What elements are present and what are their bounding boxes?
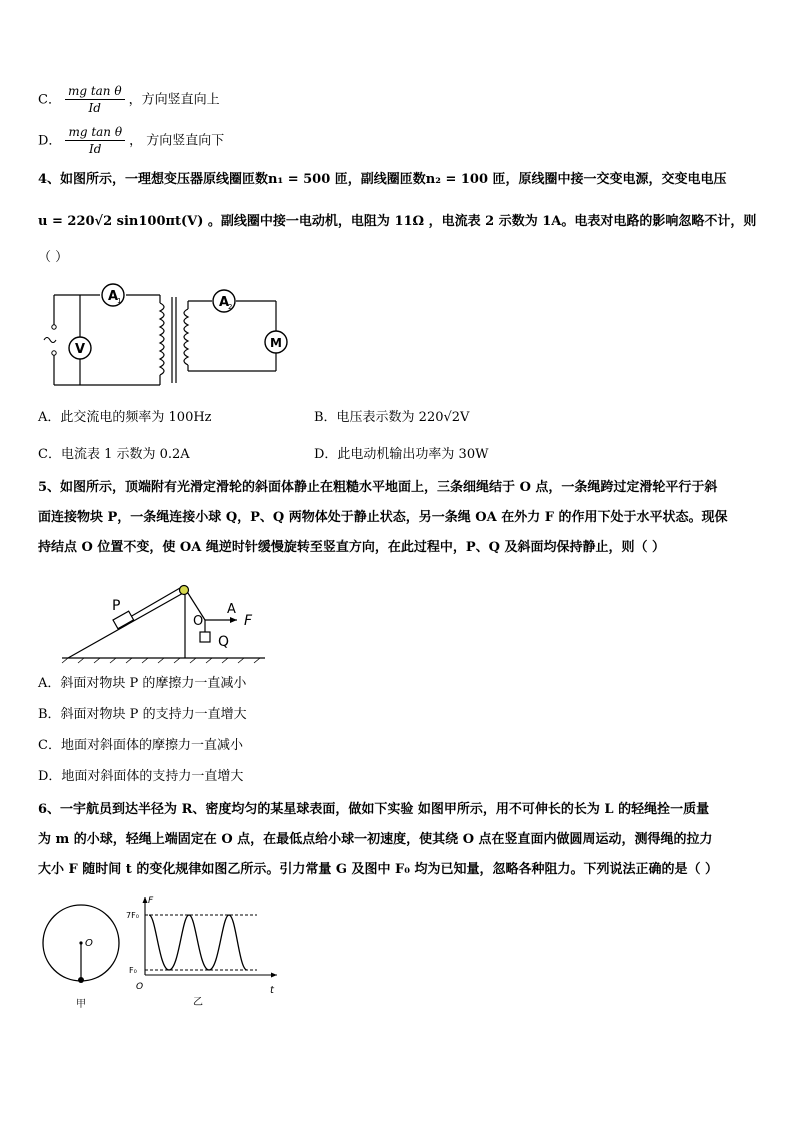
q4-options-row1 [38, 408, 470, 428]
q5-option-b: B．斜面对物块 P 的支持力一直增大 [38, 707, 247, 722]
label-o: O [193, 614, 204, 629]
ammeter-a2-label: A [219, 295, 230, 310]
label-q: Q [218, 634, 230, 650]
label-a: A [227, 602, 236, 617]
option-c-text: ，方向竖直向上 [128, 92, 220, 108]
option-c-label: C． [38, 92, 61, 108]
q3-option-d [38, 125, 224, 157]
option-d-label: D． [38, 133, 62, 149]
ac-source-icon [44, 338, 56, 343]
q6-stem-line2: 为 m 的小球，轻绳上端固定在 O 点，在最低点给小球一初速度，使其绕 O 点在竖直面内做圆周运动，测得绳的拉力 [38, 832, 713, 847]
tick-7f0: 7F₀ [126, 911, 139, 920]
axis-f-label: F [148, 896, 154, 906]
ammeter-a1-sub: 1 [117, 297, 122, 305]
q4-options-row2 [38, 445, 489, 465]
origin-label: O [136, 982, 144, 992]
label-p: P [112, 598, 121, 614]
figure-yi-graph [125, 893, 285, 1011]
q3-option-c [38, 84, 220, 116]
q5-option-a: A．斜面对物块 P 的摩擦力一直减小 [38, 676, 247, 691]
q4-option-d: D．此电动机输出功率为 30W [314, 447, 489, 462]
figure-jia-caption: 甲 [76, 999, 86, 1010]
q5-option-c: C．地面对斜面体的摩擦力一直减小 [38, 738, 243, 753]
terminal-top [52, 325, 56, 329]
tick-f0: F₀ [129, 966, 137, 975]
q5-stem-line3: 持结点 O 位置不变，使 OA 绳逆时针缓慢旋转至竖直方向，在此过程中，P、Q 及斜面均保持静止，则（ ） [38, 540, 665, 555]
figure-yi-caption: 乙 [193, 997, 203, 1008]
block-q [200, 632, 210, 642]
q6-stem-line1: 6、一宇航员到达半径为 R、密度均匀的某星球表面，做如下实验 如图甲所示，用不可伸长的长为 L 的轻绳拴一质量 [38, 802, 710, 817]
ball-icon [78, 977, 84, 983]
ammeter-a1-label: A [108, 289, 119, 304]
fraction-c: $\frac{\text{mg tan θ}}{Id}$ [65, 84, 125, 116]
tension-curve [149, 915, 247, 970]
fraction-d: $\frac{\text{mg tan θ}}{Id}$ [65, 125, 125, 157]
ammeter-a2-sub: 2 [228, 303, 233, 311]
transformer-circuit-diagram [38, 283, 298, 388]
q4-option-b: B．电压表示数为 220√2V [314, 410, 470, 425]
option-d-text: ， 方向竖直向下 [129, 133, 225, 149]
figure-jia-o-label: O [85, 938, 93, 949]
q5-option-d: D．地面对斜面体的支持力一直增大 [38, 769, 244, 784]
force-arrow-icon [230, 617, 237, 623]
label-f: F [244, 613, 253, 629]
figure-jia-circle [40, 900, 130, 1015]
q5-stem-line1: 5、如图所示，顶端附有光滑定滑轮的斜面体静止在粗糙水平地面上，三条细绳结于 O 点，一条绳跨过定滑轮平行于斜 [38, 480, 718, 495]
q4-stem-line1: 4、如图所示，一理想变压器原线圈匝数n₁ = 500 匝，副线圈匝数n₂ = 100 匝，原线圈中接一交变电源，交变电电压 [38, 172, 727, 187]
q4-option-c: C．电流表 1 示数为 0.2A [38, 447, 190, 462]
q5-stem-line2: 面连接物块 P，一条绳连接小球 Q，P、Q 两物体处于静止状态，另一条绳 OA 在外力 F 的作用下处于水平状态。现保 [38, 510, 728, 525]
q4-stem-line2: u = 220√2 sin100πt(V) 。副线圈中接一电动机，电阻为 11Ω ，电流表 2 示数为 1A。电表对电路的影响忽略不计，则 [38, 214, 757, 229]
incline-pulley-diagram [40, 580, 280, 665]
motor-label: M [270, 336, 282, 350]
q4-option-a: A．此交流电的频率为 100Hz [38, 410, 212, 425]
voltmeter-label: V [75, 342, 86, 357]
axis-t-label: t [270, 985, 274, 996]
q6-stem-line3: 大小 F 随时间 t 的变化规律如图乙所示。引力常量 G 及图中 F₀ 均为已知量，忽略各种阻力。下列说法正确的是（ ） [38, 862, 718, 877]
terminal-bottom [52, 351, 56, 355]
q4-answer-paren: （ ） [38, 250, 69, 265]
pulley-icon [180, 586, 189, 595]
